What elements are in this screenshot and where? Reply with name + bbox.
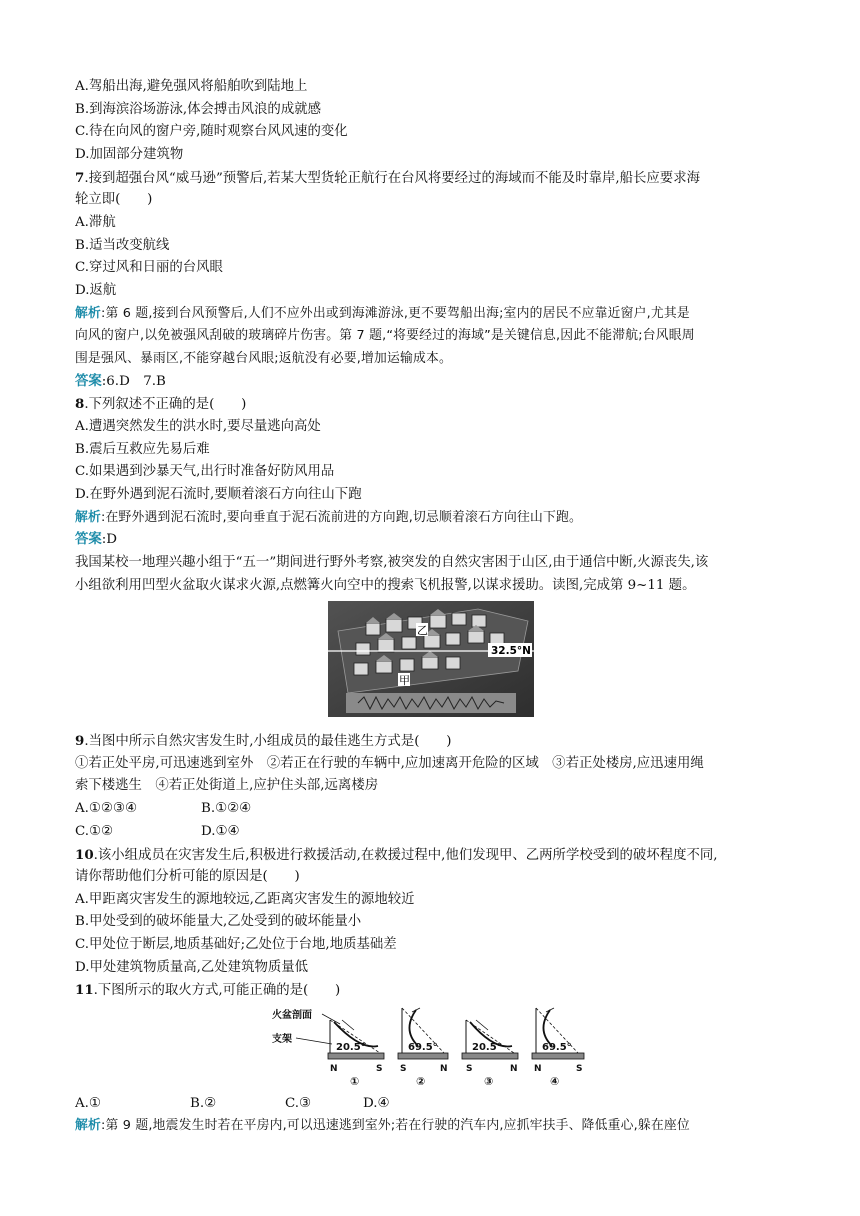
q7-number: 7 xyxy=(75,170,85,186)
label-stand: 支架 xyxy=(272,1034,292,1045)
fire-pot-figure-svg xyxy=(270,1000,590,1092)
panel-4-id: ④ xyxy=(550,1075,560,1088)
explanation-text: :在野外遇到泥石流时,要向垂直于泥石流前进的方向跑,切忌顺着滚石方向往山下跑。 xyxy=(101,510,582,525)
explanation-text: :第 9 题,地震发生时若在平房内,可以迅速逃到室外;若在行驶的汽车内,应抓牢扶手、降低重心,躲在座位 xyxy=(101,1118,690,1133)
intro-line2: 小组欲利用凹型火盆取火谋求火源,点燃篝火向空中的搜索飞机报警,以谋求援助。读图,完成第 9~11 题。 xyxy=(75,578,696,593)
q8-option-a: A.遭遇突然发生的洪水时,要尽量逃向高处 xyxy=(75,419,321,434)
q11-stem xyxy=(75,980,795,1001)
q7-text: .接到超强台风“威马逊”预警后,若某大型货轮正航行在台风将要经过的海域而不能及时靠岸,船长应要求海 xyxy=(84,171,700,186)
q9-option-a: A.①②③④ xyxy=(75,801,137,816)
q9-option-c: C.①② xyxy=(75,824,114,839)
q10-stem-line2: 请你帮助他们分析可能的原因是( ) xyxy=(75,869,300,884)
q10-option-c: C.甲处位于断层,地质基础好;乙处位于台地,地质基础差 xyxy=(75,937,397,952)
explanation-6-7-line1 xyxy=(75,304,795,324)
fire-pot-panel-3 xyxy=(462,1020,518,1088)
answer-label: 答案 xyxy=(75,374,102,389)
panel-2-left: S xyxy=(400,1064,407,1074)
q11-option-a: A.① xyxy=(75,1096,101,1111)
q9-text: .当图中所示自然灾害发生时,小组成员的最佳逃生方式是( ) xyxy=(84,734,452,749)
panel-3-left: S xyxy=(466,1064,473,1074)
panel-4-right: S xyxy=(576,1064,583,1074)
explanation-text: :第 6 题,接到台风预警后,人们不应外出或到海滩游泳,更不要驾船出海;室内的居民不应靠近窗户,尤其是 xyxy=(101,306,690,321)
q7-stem xyxy=(75,168,795,189)
fire-pot-panel-2 xyxy=(398,1008,448,1088)
q8-option-c: C.如果遇到沙暴天气,出行时准备好防风用品 xyxy=(75,464,335,479)
q10-option-d: D.甲处建筑物质量高,乙处建筑物质量低 xyxy=(75,960,309,975)
q6-option-d: D.加固部分建筑物 xyxy=(75,147,184,162)
intro-line1: 我国某校一地理兴趣小组于“五一”期间进行野外考察,被突发的自然灾害困于山区,由于通信中断,火源丧失,该 xyxy=(75,555,709,570)
q9-option-b: B.①②④ xyxy=(201,801,252,816)
panel-4-angle: 69.5° xyxy=(542,1042,572,1053)
q10-stem xyxy=(75,845,795,866)
panel-3-right: N xyxy=(510,1064,518,1074)
q11-option-c: C.③ xyxy=(285,1096,312,1111)
q8-option-d: D.在野外遇到泥石流时,要顺着滚石方向往山下跑 xyxy=(75,487,362,502)
explanation-8 xyxy=(75,508,795,528)
label-fire-pot: 火盆剖面 xyxy=(272,1010,312,1021)
panel-1-right: S xyxy=(376,1064,383,1074)
earthquake-figure xyxy=(328,601,534,717)
label-jia: 甲 xyxy=(399,674,410,687)
q8-stem xyxy=(75,394,795,415)
panel-1-left: N xyxy=(330,1064,338,1074)
q6-option-b: B.到海滨浴场游泳,体会搏击风浪的成就感 xyxy=(75,102,321,117)
q9-statements-line1: ①若正处平房,可迅速逃到室外 ②若正在行驶的车辆中,应加速离开危险的区域 ③若正处楼房,应迅速用绳 xyxy=(75,756,704,771)
q7-stem-line2: 轮立即( ) xyxy=(75,192,153,207)
fire-pot-panel-1 xyxy=(328,1020,384,1088)
q8-option-b: B.震后互救应先易后难 xyxy=(75,442,210,457)
panel-3-angle: 20.5° xyxy=(472,1042,502,1053)
answer-text: :D xyxy=(101,532,118,547)
q10-number: 10 xyxy=(75,847,94,863)
q11-text: .下图所示的取火方式,可能正确的是( ) xyxy=(93,983,341,998)
answer-6-7 xyxy=(75,372,795,392)
explanation-label: 解析 xyxy=(75,306,101,321)
panel-2-angle: 69.5° xyxy=(408,1042,438,1053)
latitude-label: 32.5°N xyxy=(491,645,531,657)
q8-text: .下列叙述不正确的是( ) xyxy=(84,397,247,412)
q7-option-c: C.穿过风和日丽的台风眼 xyxy=(75,260,223,275)
q11-options xyxy=(75,1094,795,1114)
q10-text: .该小组成员在灾害发生后,积极进行救援活动,在救援过程中,他们发现甲、乙两所学校受到的破坏程度不同, xyxy=(93,848,718,863)
earthquake-figure-svg xyxy=(328,601,534,717)
panel-3-id: ③ xyxy=(484,1075,494,1088)
explanation-9 xyxy=(75,1116,795,1136)
panel-2-id: ② xyxy=(416,1075,426,1088)
q7-option-b: B.适当改变航线 xyxy=(75,238,170,253)
q10-option-a: A.甲距离灾害发生的源地较远,乙距离灾害发生的源地较近 xyxy=(75,892,415,907)
answer-text: :6.D 7.B xyxy=(101,374,166,389)
q8-number: 8 xyxy=(75,396,85,412)
explanation-6-7-line2: 向风的窗户,以免被强风刮破的玻璃碎片伤害。第 7 题,“将要经过的海域”是关键信息,因此不能滞航;台风眼周 xyxy=(75,328,695,343)
q9-options-row1 xyxy=(75,799,795,819)
fire-pot-panel-4 xyxy=(532,1008,584,1088)
q9-option-d: D.①④ xyxy=(201,824,240,839)
q9-statements-line2: 索下楼逃生 ④若正处街道上,应护住头部,远离楼房 xyxy=(75,778,379,793)
q9-options-row2 xyxy=(75,822,795,842)
fire-pot-figure xyxy=(270,1000,590,1092)
panel-1-id: ① xyxy=(350,1075,360,1088)
q9-number: 9 xyxy=(75,733,85,749)
panel-4-left: N xyxy=(534,1064,542,1074)
panel-1-angle: 20.5° xyxy=(336,1042,366,1053)
answer-8 xyxy=(75,530,795,550)
q7-option-a: A.滞航 xyxy=(75,215,116,230)
label-yi: 乙 xyxy=(417,624,428,637)
q9-stem xyxy=(75,731,795,752)
q11-number: 11 xyxy=(75,982,94,998)
q10-option-b: B.甲处受到的破坏能量大,乙处受到的破坏能量小 xyxy=(75,914,362,929)
explanation-6-7-line3: 围是强风、暴雨区,不能穿越台风眼;返航没有必要,增加运输成本。 xyxy=(75,351,452,366)
q11-option-b: B.② xyxy=(190,1096,217,1111)
panel-2-right: N xyxy=(440,1064,448,1074)
explanation-label: 解析 xyxy=(75,510,101,525)
explanation-label: 解析 xyxy=(75,1118,101,1133)
answer-label: 答案 xyxy=(75,532,102,547)
q6-option-a: A.驾船出海,避免强风将船舶吹到陆地上 xyxy=(75,79,308,94)
q7-option-d: D.返航 xyxy=(75,283,117,298)
q11-option-d: D.④ xyxy=(363,1096,390,1111)
q6-option-c: C.待在向风的窗户旁,随时观察台风风速的变化 xyxy=(75,124,348,139)
